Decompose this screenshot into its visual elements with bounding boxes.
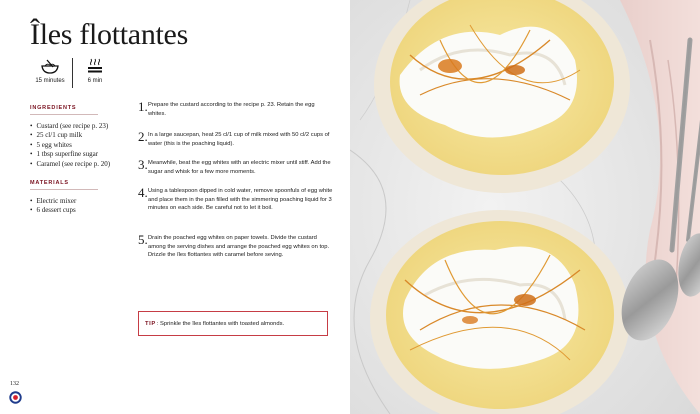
step-1 [138,101,334,118]
ingredients-heading: INGREDIENTS [30,105,98,115]
ingredient-item: • Custard (see recipe p. 23) [30,122,110,131]
step-5 [138,234,334,260]
cook-time [75,58,115,84]
step-text: In a large saucepan, heat 25 cl/1 cup of milk mixed with 50 cl/2 cups of water (this is the poaching liquid). [148,132,330,147]
step-number: 3. [138,157,148,172]
mixing-bowl-icon [41,58,59,74]
step-number: 4. [138,185,148,200]
step-text: Using a tablespoon dipped in cold water, remove spoonfuls of egg white and place them in the pan filled with the simmering poaching liquid for 3 minutes on each side. Be careful not to let it boil. [148,188,333,212]
ingredient-item: • 5 egg whites [30,141,110,150]
tip-box [138,311,328,336]
ingredient-item: • 1 tbsp superfine sugar [30,150,110,159]
materials-list [30,197,76,216]
page-number: 132 [10,381,19,387]
ingredient-item: • Caramel (see recipe p. 20) [30,160,110,169]
material-item: • Electric mixer [30,197,76,206]
dessert-photo [350,0,700,414]
materials-heading: MATERIALS [30,180,98,190]
recipe-title: Îles flottantes [30,18,188,51]
tip-text: : Sprinkle the îles flottantes with toasted almonds. [156,320,285,327]
ingredients-list [30,122,110,169]
tip-label: TIP [145,320,156,327]
prep-time [30,58,70,84]
step-4 [138,187,334,213]
cook-time-label: 6 min [87,78,103,84]
material-item: • 6 dessert cups [30,206,76,215]
step-number: 2. [138,129,148,144]
stovetop-icon [87,58,103,74]
prep-time-label: 15 minutes [35,78,65,84]
timing-info [30,58,115,88]
step-text: Meanwhile, beat the egg whites with an electric mixer until stiff. Add the sugar and whisk for a few more moments. [148,160,331,175]
step-number: 1. [138,99,148,114]
step-text: Prepare the custard according to the recipe p. 23. Retain the egg whites. [148,102,315,117]
step-2 [138,131,334,148]
timing-divider [72,58,73,88]
ingredient-item: • 25 cl/1 cup milk [30,131,110,140]
french-roundel-icon [9,391,22,404]
step-3 [138,159,334,176]
step-text: Drain the poached egg whites on paper towels. Divide the custard among the serving dishes and arrange the poached egg whites on top. Drizzle the îles flottantes with caramel before seving. [148,235,330,259]
step-number: 5. [138,232,148,247]
